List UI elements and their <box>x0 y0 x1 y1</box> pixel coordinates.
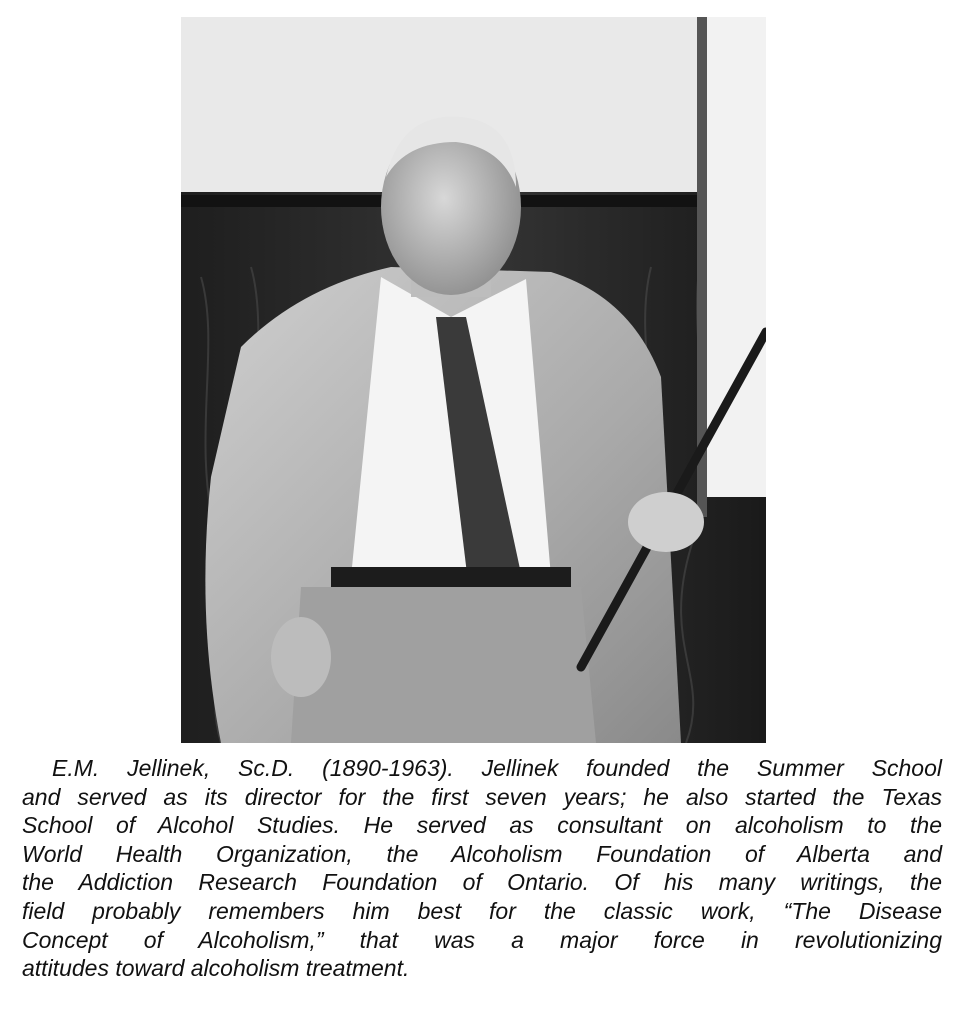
photo-caption <box>22 754 942 983</box>
portrait-photo <box>181 17 766 743</box>
caption-line-4: World Health Organization, the Alcoholism Foundation of Alberta and <box>22 840 942 867</box>
caption-line-3: School of Alcohol Studies. He served as consultant on alcoholism to the <box>22 812 942 839</box>
caption-line-5: the Addiction Research Foundation of Ontario. Of his many writings, the <box>22 869 942 896</box>
caption-line-7: Concept of Alcoholism,” that was a major force in revolutionizing <box>22 926 942 953</box>
caption-line-8: attitudes toward alcoholism treatment. <box>22 955 410 982</box>
caption-line-1: E.M. Jellinek, Sc.D. (1890-1963). Jellinek founded the Summer School <box>52 755 942 781</box>
portrait-photo-icon <box>181 17 766 743</box>
caption-line-2: and served as its director for the first seven years; he also started the Texas <box>22 783 942 810</box>
caption-line-6: field probably remembers him best for the classic work, “The Disease <box>22 897 942 924</box>
